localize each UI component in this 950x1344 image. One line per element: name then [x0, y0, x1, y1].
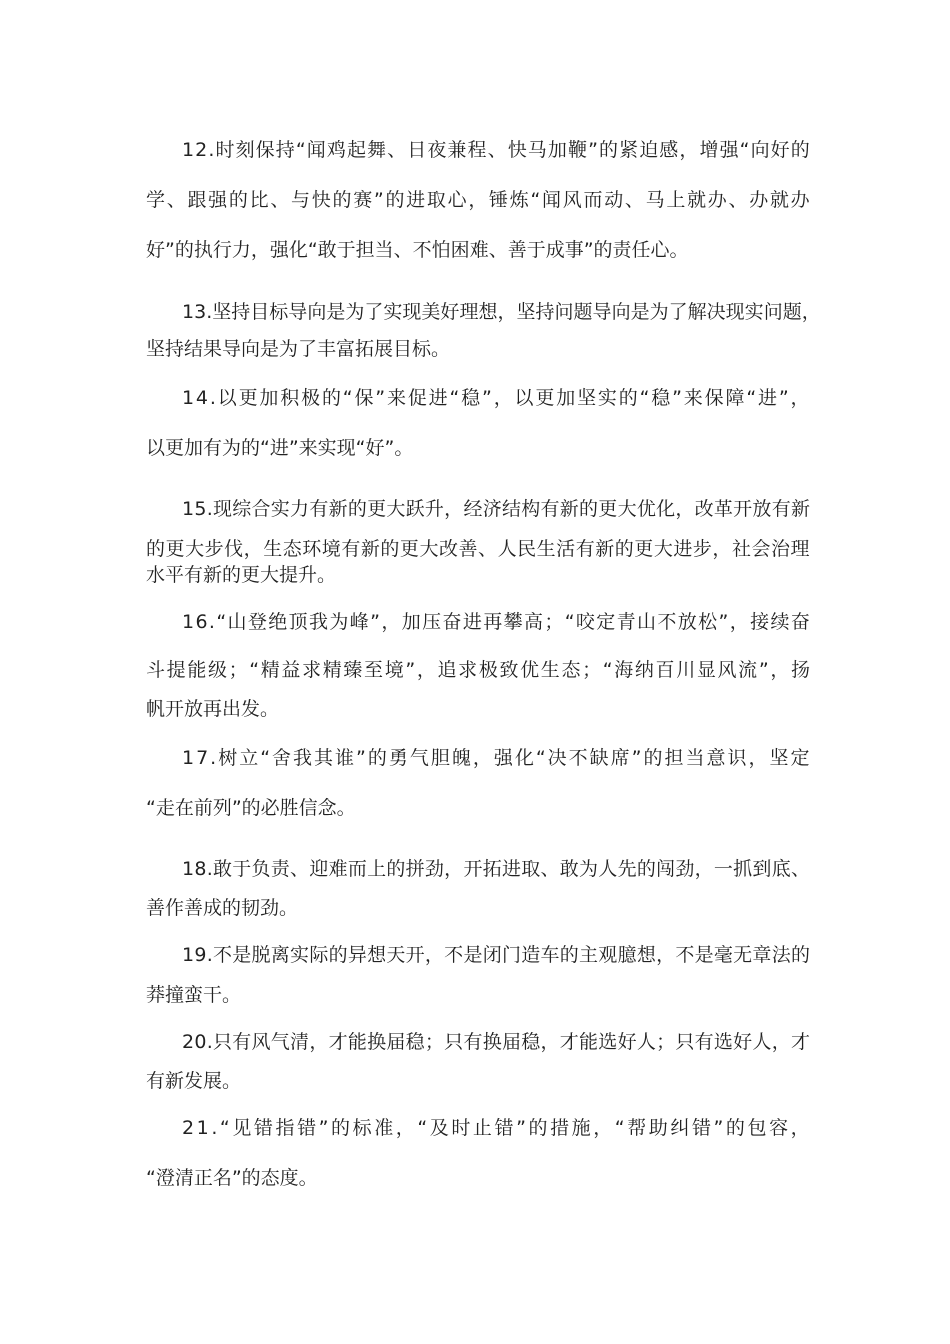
- paragraph-line: 2 1 . “ 见 错 指 错 ” 的 标 准 ， “ 及 时 止 错 ” 的 措 施 ， “ 帮 助 纠 错 ” 的 包 容 ，: [182, 1117, 810, 1139]
- paragraph-line: 1 5 . 现 综 合 实 力 有 新 的 更 大 跃 升 ， 经 济 结 构 有 新 的 更 大 优 化 ， 改 革 开 放 有 新: [182, 498, 810, 520]
- paragraph-line: 斗 提 能 级 ； “ 精 益 求 精 臻 至 境 ” ， 追 求 极 致 优 生 态 ； “ 海 纳 百 川 显 风 流 ” ， 扬: [146, 659, 810, 681]
- paragraph-line: 1 7 . 树 立 “ 舍 我 其 谁 ” 的 勇 气 胆 魄 ， 强 化 “ 决 不 缺 席 ” 的 担 当 意 识 ， 坚 定: [182, 747, 810, 769]
- paragraph-line: 1 2 . 时 刻 保 持 “ 闻 鸡 起 舞 、 日 夜 兼 程 、 快 马 加 鞭 ” 的 紧 迫 感 ， 增 强 “ 向 好 的: [182, 139, 810, 161]
- paragraph-line: 善作善成的韧劲。: [146, 897, 299, 919]
- paragraph-line: 好”的执行力，强化“敢于担当、不怕困难、善于成事”的责任心。: [146, 239, 689, 261]
- paragraph-line: “走在前列”的必胜信念。: [146, 797, 356, 819]
- paragraph-line: 坚持结果导向是为了丰富拓展目标。: [146, 338, 451, 360]
- paragraph-line: 莽撞蛮干。: [146, 984, 242, 1006]
- paragraph-line: 1 4 . 以 更 加 积 极 的 “ 保 ” 来 促 进 “ 稳 ” ， 以 更 加 坚 实 的 “ 稳 ” 来 保 障 “ 进 ” ，: [182, 387, 810, 409]
- paragraph-line: 帆开放再出发。: [146, 698, 280, 720]
- paragraph-line: “澄清正名”的态度。: [146, 1167, 318, 1189]
- paragraph-line: 有新发展。: [146, 1070, 242, 1092]
- paragraph-line: 1 6 . “ 山 登 绝 顶 我 为 峰 ” ， 加 压 奋 进 再 攀 高 ； “ 咬 定 青 山 不 放 松 ” ， 接 续 奋: [182, 611, 810, 633]
- paragraph-line: 水平有新的更大提升。: [146, 564, 337, 586]
- paragraph-line: 1 8 . 敢 于 负 责 、 迎 难 而 上 的 拼 劲 ， 开 拓 进 取 、 敢 为 人 先 的 闯 劲 ， 一 抓 到 底 、: [182, 858, 810, 880]
- paragraph-line: 1 9 . 不 是 脱 离 实 际 的 异 想 天 开 ， 不 是 闭 门 造 车 的 主 观 臆 想 ， 不 是 毫 无 章 法 的: [182, 944, 810, 966]
- paragraph-line: 的 更 大 步 伐 ， 生 态 环 境 有 新 的 更 大 改 善 、 人 民 生 活 有 新 的 更 大 进 步 ， 社 会 治 理: [146, 538, 810, 560]
- paragraph-line: 学 、 跟 强 的 比 、 与 快 的 赛 ” 的 进 取 心 ， 锤 炼 “ 闻 风 而 动 、 马 上 就 办 、 办 就 办: [146, 189, 810, 211]
- paragraph-line: 1 3 . 坚 持 目 标 导 向 是 为 了 实 现 美 好 理 想 ， 坚 持 问 题 导 向 是 为 了 解 决 现 实 问 题 ，: [182, 301, 821, 323]
- paragraph-line: 2 0 . 只 有 风 气 清 ， 才 能 换 届 稳 ； 只 有 换 届 稳 ， 才 能 选 好 人 ； 只 有 选 好 人 ， 才: [182, 1031, 810, 1053]
- paragraph-line: 以更加有为的“进”来实现“好”。: [146, 437, 414, 459]
